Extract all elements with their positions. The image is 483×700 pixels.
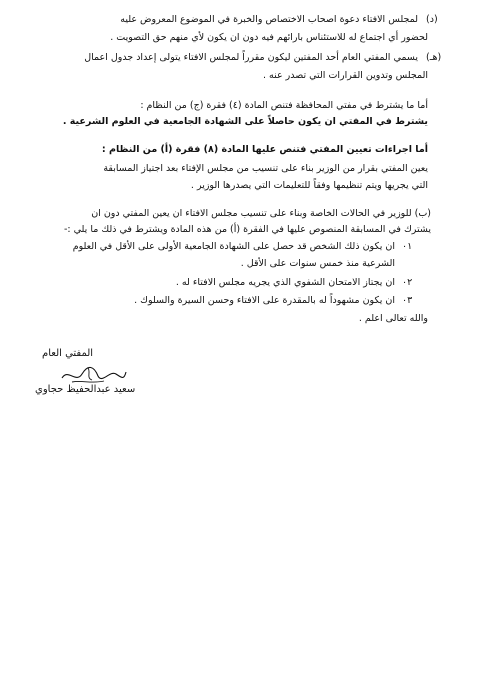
governorate-heading: أما ما يشترط في مفتي المحافظة فتنص المادة (٤) فقرة (ج) من النظام : bbox=[140, 100, 428, 111]
item-1-line-1: ان يكون ذلك الشخص قد حصل على الشهادة الجامعية الأولى على الأقل في العلوم bbox=[72, 241, 395, 252]
signature-title: المفتي العام bbox=[42, 348, 94, 359]
item-2-number: ٠٢ bbox=[402, 277, 413, 288]
para-d-line-2: لحضور أي اجتماع له للاستئناس بارائهم فيه دون ان يكون لأي منهم حق التصويت . bbox=[110, 32, 428, 43]
closing-line: والله تعالى اعلم . bbox=[358, 313, 428, 324]
para-b-line-1: (ب) للوزير في الحالات الخاصة وبناء على تنسيب مجلس الافتاء ان يعين المفتي دون ان bbox=[91, 208, 431, 219]
appointment-line-2: التي يجريها ويتم تنظيمها وفقاً للتعليمات التي يصدرها الوزير . bbox=[190, 180, 428, 191]
para-h-line-2: المجلس وتدوين القرارات التي تصدر عنه . bbox=[262, 70, 428, 81]
signature-name: سعيد عبدالحفيظ حجاوي bbox=[35, 384, 136, 395]
item-1-number: ٠١ bbox=[402, 241, 413, 252]
para-h-line-1: يسمي المفتي العام أحد المفتين ليكون مقرراً لمجلس الافتاء يتولى إعداد جدول اعمال bbox=[84, 52, 418, 63]
para-h-marker: (هـ) bbox=[426, 52, 442, 63]
para-d-marker: (د) bbox=[426, 14, 438, 25]
item-2-line-1: ان يجتاز الامتحان الشفوي الذي يجريه مجلس الافتاء له . bbox=[175, 277, 395, 288]
appointment-heading: أما اجراءات تعيين المفتي فتنص عليها المادة (٨) فقرة (أ) من النظام : bbox=[101, 144, 428, 155]
para-d-line-1: لمجلس الافتاء دعوة اصحاب الاختصاص والخبرة في الموضوع المعروض عليه bbox=[120, 14, 418, 25]
para-b-line-2: يشترك في المسابقة المنصوص عليها في الفقرة (أ) من هذه المادة ويشترط في ذلك ما يلي :- bbox=[63, 224, 431, 235]
appointment-line-1: يعين المفتي بقرار من الوزير بناء على تنسيب من مجلس الإفتاء بعد اجتياز المسابقة bbox=[103, 163, 428, 174]
item-3-number: ٠٣ bbox=[402, 295, 413, 306]
governorate-line: يشترط في المفتي ان يكون حاصلاً على الشهادة الجامعية في العلوم الشرعية . bbox=[62, 116, 428, 127]
item-1-line-2: الشرعية منذ خمس سنوات على الأقل . bbox=[240, 258, 395, 269]
item-3-line-1: ان يكون مشهوداً له بالمقدرة على الافتاء وحسن السيرة والسلوك . bbox=[134, 295, 395, 306]
